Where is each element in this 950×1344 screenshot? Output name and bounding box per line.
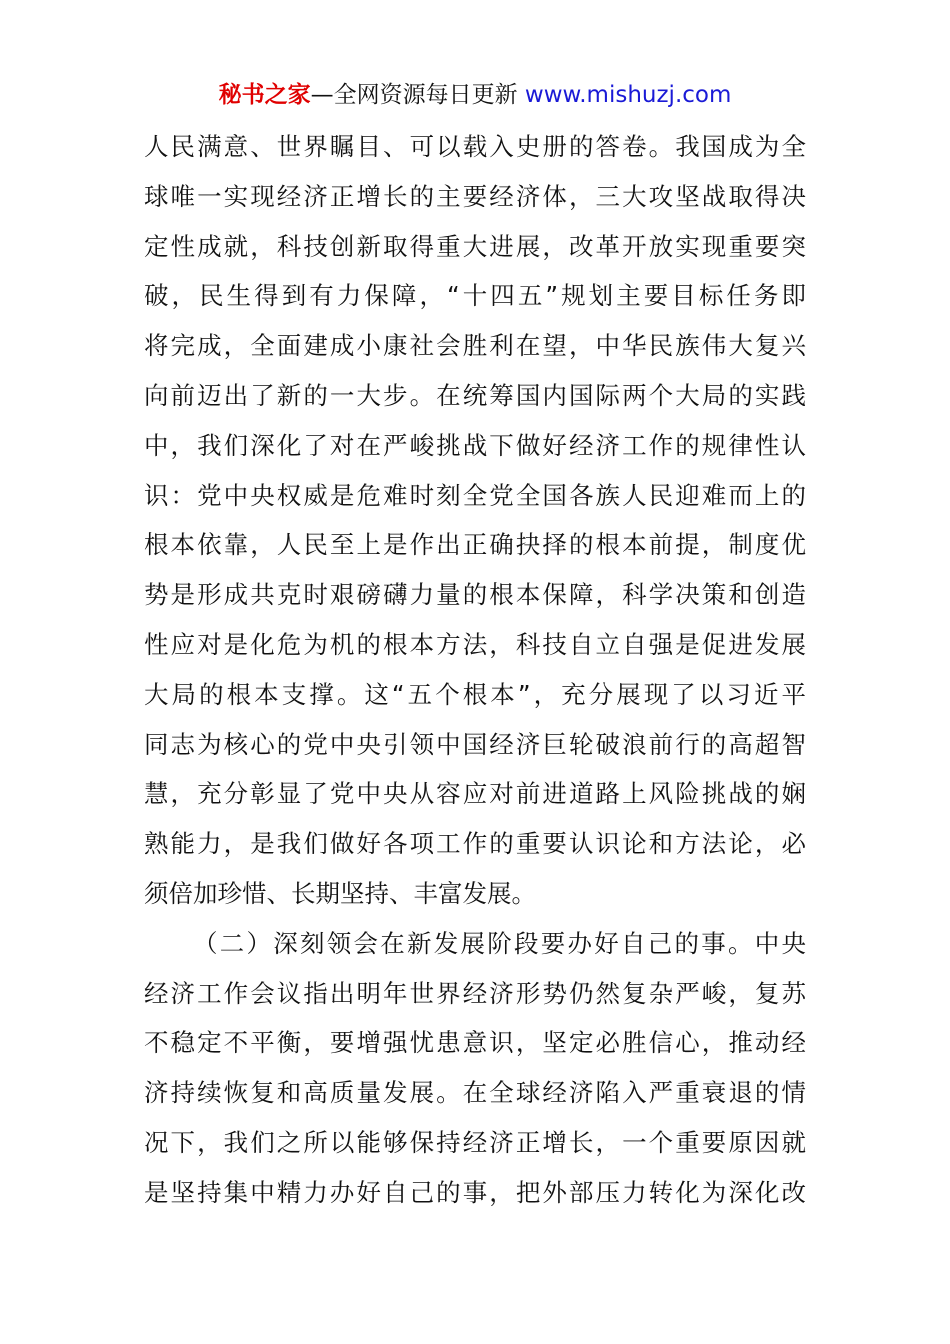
text-line: 破，民生得到有力保障，“十四五”规划主要目标任务即: [144, 281, 806, 311]
site-brand: 秘书之家: [218, 82, 311, 108]
text-line: 球唯一实现经济正增长的主要经济体，三大攻坚战取得决: [144, 181, 806, 211]
text-line: 不稳定不平衡，要增强忧患意识，坚定必胜信心，推动经: [144, 1028, 806, 1058]
document-body: [144, 122, 806, 1218]
text-line: 定性成就，科技创新取得重大进展，改革开放实现重要突: [144, 231, 806, 261]
text-line: 同志为核心的党中央引领中国经济巨轮破浪前行的高超智: [144, 729, 806, 759]
text-line: 经济工作会议指出明年世界经济形势仍然复杂严峻，复苏: [144, 978, 806, 1008]
text-line: 慧，充分彰显了党中央从容应对前进道路上风险挑战的娴: [144, 779, 806, 809]
text-line: 济持续恢复和高质量发展。在全球经济陷入严重衰退的情: [144, 1078, 806, 1108]
text-line: 识：党中央权威是危难时刻全党全国各族人民迎难而上的: [144, 480, 806, 510]
text-line: 熟能力，是我们做好各项工作的重要认识论和方法论，必: [144, 829, 806, 859]
text-line: 是坚持集中精力办好自己的事，把外部压力转化为深化改: [144, 1177, 806, 1207]
paragraph-last-line: 须倍加珍惜、长期坚持、丰富发展。: [144, 878, 536, 908]
text-line: 大局的根本支撑。这“五个根本”，充分展现了以习近平: [144, 679, 806, 709]
text-line: 中，我们深化了对在严峻挑战下做好经济工作的规律性认: [144, 430, 806, 460]
section-heading-line: （二）深刻领会在新发展阶段要办好自己的事。中央: [193, 928, 806, 958]
text-line: 根本依靠，人民至上是作出正确抉择的根本前提，制度优: [144, 530, 806, 560]
text-line: 将完成，全面建成小康社会胜利在望，中华民族伟大复兴: [144, 331, 806, 361]
text-line: 势是形成共克时艰磅礴力量的根本保障，科学决策和创造: [144, 580, 806, 610]
site-tagline: —全网资源每日更新: [310, 82, 518, 108]
text-line: 向前迈出了新的一大步。在统筹国内国际两个大局的实践: [144, 380, 806, 410]
site-url[interactable]: www.mishuzj.com: [524, 82, 732, 108]
site-header: [0, 80, 950, 110]
text-line: 况下，我们之所以能够保持经济正增长，一个重要原因就: [144, 1127, 806, 1157]
text-line: 性应对是化危为机的根本方法，科技自立自强是促进发展: [144, 629, 806, 659]
text-line: 人民满意、世界瞩目、可以载入史册的答卷。我国成为全: [144, 132, 806, 161]
